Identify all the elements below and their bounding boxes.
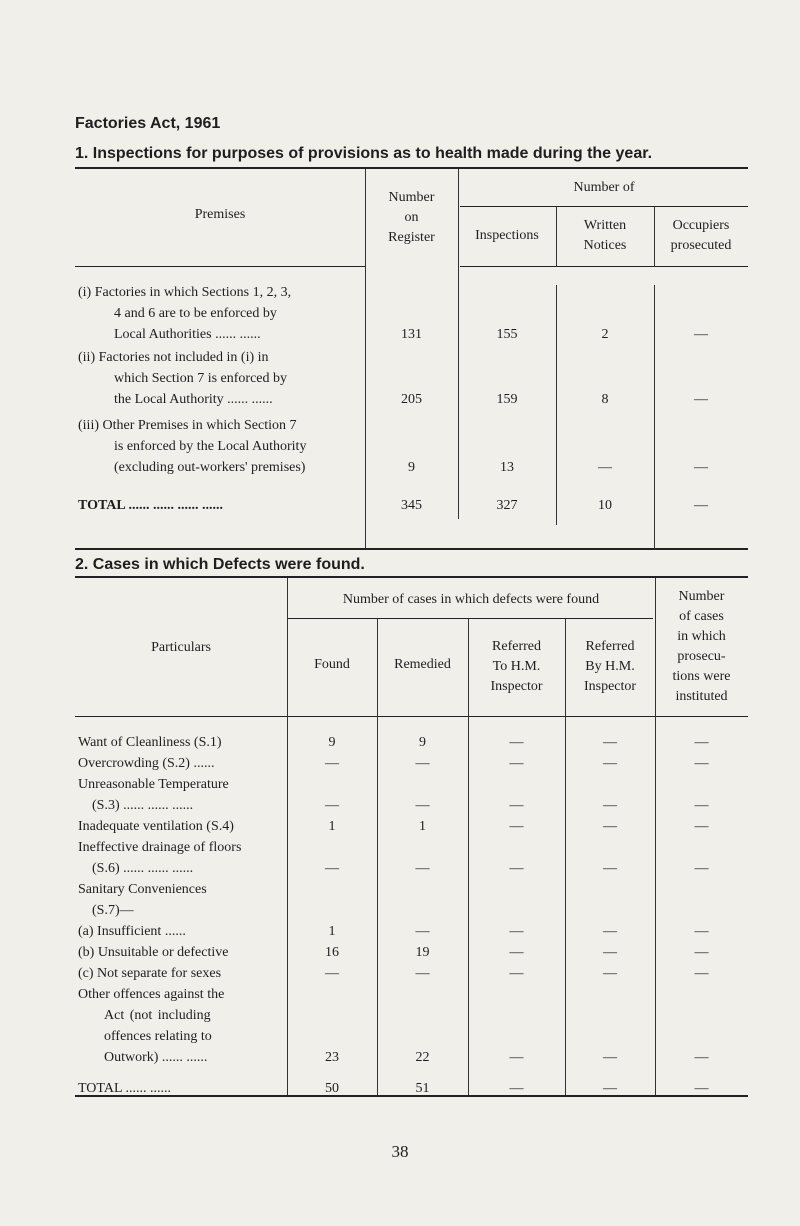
row-i-prosecuted: — (694, 327, 708, 342)
header-prosecutions-line-1: Number (678, 589, 725, 604)
header-occupiers-line-2: prosecuted (670, 238, 732, 253)
drainage-referred-by: — (603, 861, 617, 876)
header-referred-by-line-2: By H.M. (585, 659, 635, 674)
header-premises: Premises (194, 207, 246, 222)
table2-total-prosecutions: — (694, 1081, 709, 1096)
overcrowding-remedied: — (415, 756, 430, 771)
not-separate-prosecutions: — (694, 966, 709, 981)
table1-total-register: 345 (401, 498, 422, 513)
table2-header-rule-a (75, 716, 287, 717)
defect-label-insufficient: (a) Insufficient ...... (78, 924, 186, 939)
row-i-register: 131 (401, 327, 422, 342)
header-inspections: Inspections (475, 228, 539, 243)
other-found: 23 (325, 1050, 339, 1065)
table1-top-rule (75, 167, 748, 169)
row-iii-register: 9 (408, 460, 415, 475)
table2-total-referred-to: — (509, 1081, 524, 1096)
row-i-label-3: Local Authorities ...... ...... (114, 327, 261, 342)
insufficient-found: 1 (328, 924, 336, 939)
header-occupiers-line-1: Occupiers (672, 218, 730, 233)
table2-top-rule (75, 576, 748, 578)
header-referred-to-line-1: Referred (492, 639, 541, 654)
cleanliness-referred-to: — (509, 735, 524, 750)
table1-total-prosecuted: — (694, 498, 708, 513)
overcrowding-referred-to: — (509, 756, 524, 771)
cleanliness-found: 9 (328, 735, 336, 750)
header-prosecutions-line-6: instituted (675, 689, 728, 704)
insufficient-remedied: — (415, 924, 430, 939)
cleanliness-referred-by: — (603, 735, 617, 750)
row-i-label-2: 4 and 6 are to be enforced by (114, 306, 277, 321)
row-i-notices: 2 (601, 327, 609, 342)
ventilation-found: 1 (328, 819, 336, 834)
section1-title: 1. Inspections for purposes of provisions as to health made during the year. (75, 145, 653, 162)
not-separate-remedied: — (415, 966, 430, 981)
header-written-notices (556, 216, 654, 256)
defect-label-drainage-1: Ineffective drainage of floors (78, 840, 242, 855)
row-iii-prosecuted: — (694, 460, 708, 475)
row-iii-label-3: (excluding out-workers' premises) (114, 460, 306, 475)
row-ii-label-2: which Section 7 is enforced by (114, 371, 288, 386)
ventilation-referred-to: — (509, 819, 524, 834)
defect-label-overcrowding: Overcrowding (S.2) ...... (78, 756, 215, 771)
row-ii-label-1: (ii) Factories not included in (i) in (78, 350, 269, 365)
header-register-line-3: Register (388, 230, 435, 245)
header-referred-by-line-1: Referred (585, 639, 635, 654)
row-iii-label-2: is enforced by the Local Authority (114, 439, 307, 454)
temperature-referred-by: — (603, 798, 617, 813)
defect-label-temperature-2: (S.3) ...... ...... ...... (92, 798, 194, 813)
table2-total-remedied: 51 (415, 1081, 430, 1096)
not-separate-referred-to: — (509, 966, 524, 981)
insufficient-referred-to: — (509, 924, 524, 939)
drainage-remedied: — (415, 861, 430, 876)
not-separate-referred-by: — (603, 966, 617, 981)
not-separate-found: — (325, 966, 339, 981)
header-number-of: Number of (573, 180, 635, 195)
defect-label-other-3: offences relating to (104, 1029, 212, 1044)
insufficient-prosecutions: — (694, 924, 709, 939)
row-ii-label-3: the Local Authority ...... ...... (114, 392, 273, 407)
row-iii-notices: — (598, 460, 612, 475)
unsuitable-referred-to: — (509, 945, 524, 960)
header-referred-to-line-2: To H.M. (492, 659, 541, 674)
defect-label-unsuitable: (b) Unsuitable or defective (78, 945, 229, 960)
insufficient-referred-by: — (603, 924, 617, 939)
defect-label-temperature-1: Unreasonable Temperature (78, 777, 229, 792)
table2-subheader-rule (287, 618, 653, 619)
drainage-referred-to: — (509, 861, 524, 876)
overcrowding-referred-by: — (603, 756, 617, 771)
unsuitable-remedied: 19 (415, 945, 430, 960)
page-number: 38 (391, 1142, 409, 1161)
header-particulars: Particulars (151, 640, 211, 655)
overcrowding-prosecutions: — (694, 756, 709, 771)
other-referred-to: — (509, 1050, 524, 1065)
defect-label-drainage-2: (S.6) ...... ...... ...... (92, 861, 194, 876)
header-prosecutions-line-2: of cases (679, 609, 724, 624)
temperature-remedied: — (415, 798, 430, 813)
table1-bottom-rule (75, 548, 748, 550)
header-written-line-2: Notices (583, 238, 627, 253)
defect-label-other-1: Other offences against the (78, 987, 225, 1002)
temperature-referred-to: — (509, 798, 524, 813)
defect-label-sanitary-1: Sanitary Conveniences (78, 882, 207, 897)
header-prosecutions-line-5: tions were (672, 669, 731, 684)
header-register-line-1: Number (388, 190, 435, 205)
defect-label-cleanliness: Want of Cleanliness (S.1) (78, 735, 222, 750)
defect-label-not-separate: (c) Not separate for sexes (78, 966, 222, 981)
header-prosecutions-line-4: prosecu- (677, 649, 726, 664)
header-referred-to-line-3: Inspector (490, 679, 543, 694)
defect-label-other-2: Act (not including (104, 1008, 211, 1023)
header-prosecutions-line-3: in which (677, 629, 726, 644)
cleanliness-remedied: 9 (419, 735, 426, 750)
header-found: Found (314, 657, 350, 672)
header-remedied: Remedied (394, 657, 451, 672)
section2-title: 2. Cases in which Defects were found. (75, 556, 365, 573)
unsuitable-found: 16 (325, 945, 339, 960)
row-ii-inspections: 159 (496, 392, 518, 407)
row-iii-label-1: (iii) Other Premises in which Section 7 (78, 418, 297, 433)
header-number-of-cases: Number of cases in which defects were found (342, 592, 600, 607)
table2-total-label: TOTAL ...... ...... (78, 1081, 171, 1096)
defect-label-sanitary-2: (S.7)— (92, 903, 134, 918)
table1-header-rule-b (460, 266, 748, 267)
drainage-found: — (325, 861, 339, 876)
row-iii-inspections: 13 (500, 460, 514, 475)
row-ii-prosecuted: — (694, 392, 708, 407)
act-title: Factories Act, 1961 (75, 115, 221, 132)
row-i-label-1: (i) Factories in which Sections 1, 2, 3, (78, 285, 292, 300)
table1-total-notices: 10 (598, 498, 612, 513)
table2-total-referred-by: — (603, 1081, 617, 1096)
row-ii-notices: 8 (601, 392, 609, 407)
unsuitable-referred-by: — (603, 945, 617, 960)
row-ii-register: 205 (401, 392, 422, 407)
other-referred-by: — (603, 1050, 617, 1065)
header-referred-to (468, 637, 565, 697)
defect-label-other-4: Outwork) ...... ...... (104, 1050, 208, 1065)
header-referred-by (565, 637, 655, 697)
temperature-found: — (325, 798, 339, 813)
unsuitable-prosecutions: — (694, 945, 709, 960)
header-register-line-2: on (404, 210, 419, 225)
ventilation-prosecutions: — (694, 819, 709, 834)
header-written-line-1: Written (583, 218, 627, 233)
header-prosecutions (655, 587, 748, 707)
defect-label-ventilation: Inadequate ventilation (S.4) (78, 819, 234, 834)
ventilation-referred-by: — (603, 819, 617, 834)
temperature-prosecutions: — (694, 798, 709, 813)
table1-subheader-rule (460, 206, 748, 207)
table2-divider-2 (377, 619, 378, 1095)
drainage-prosecutions: — (694, 861, 709, 876)
table1-total-label: TOTAL ...... ...... ...... ...... (78, 498, 223, 513)
table2-total-found: 50 (325, 1081, 339, 1096)
ventilation-remedied: 1 (419, 819, 426, 834)
other-remedied: 22 (415, 1050, 430, 1065)
table2-header-rule-b (287, 716, 748, 717)
header-number-on-register (365, 188, 458, 248)
overcrowding-found: — (325, 756, 339, 771)
header-referred-by-line-3: Inspector (583, 679, 637, 694)
table1-total-inspections: 327 (496, 498, 518, 513)
other-prosecutions: — (694, 1050, 709, 1065)
cleanliness-prosecutions: — (694, 735, 709, 750)
table1-header-rule-a (75, 266, 365, 267)
row-i-inspections: 155 (496, 327, 518, 342)
header-occupiers-prosecuted (654, 216, 748, 256)
